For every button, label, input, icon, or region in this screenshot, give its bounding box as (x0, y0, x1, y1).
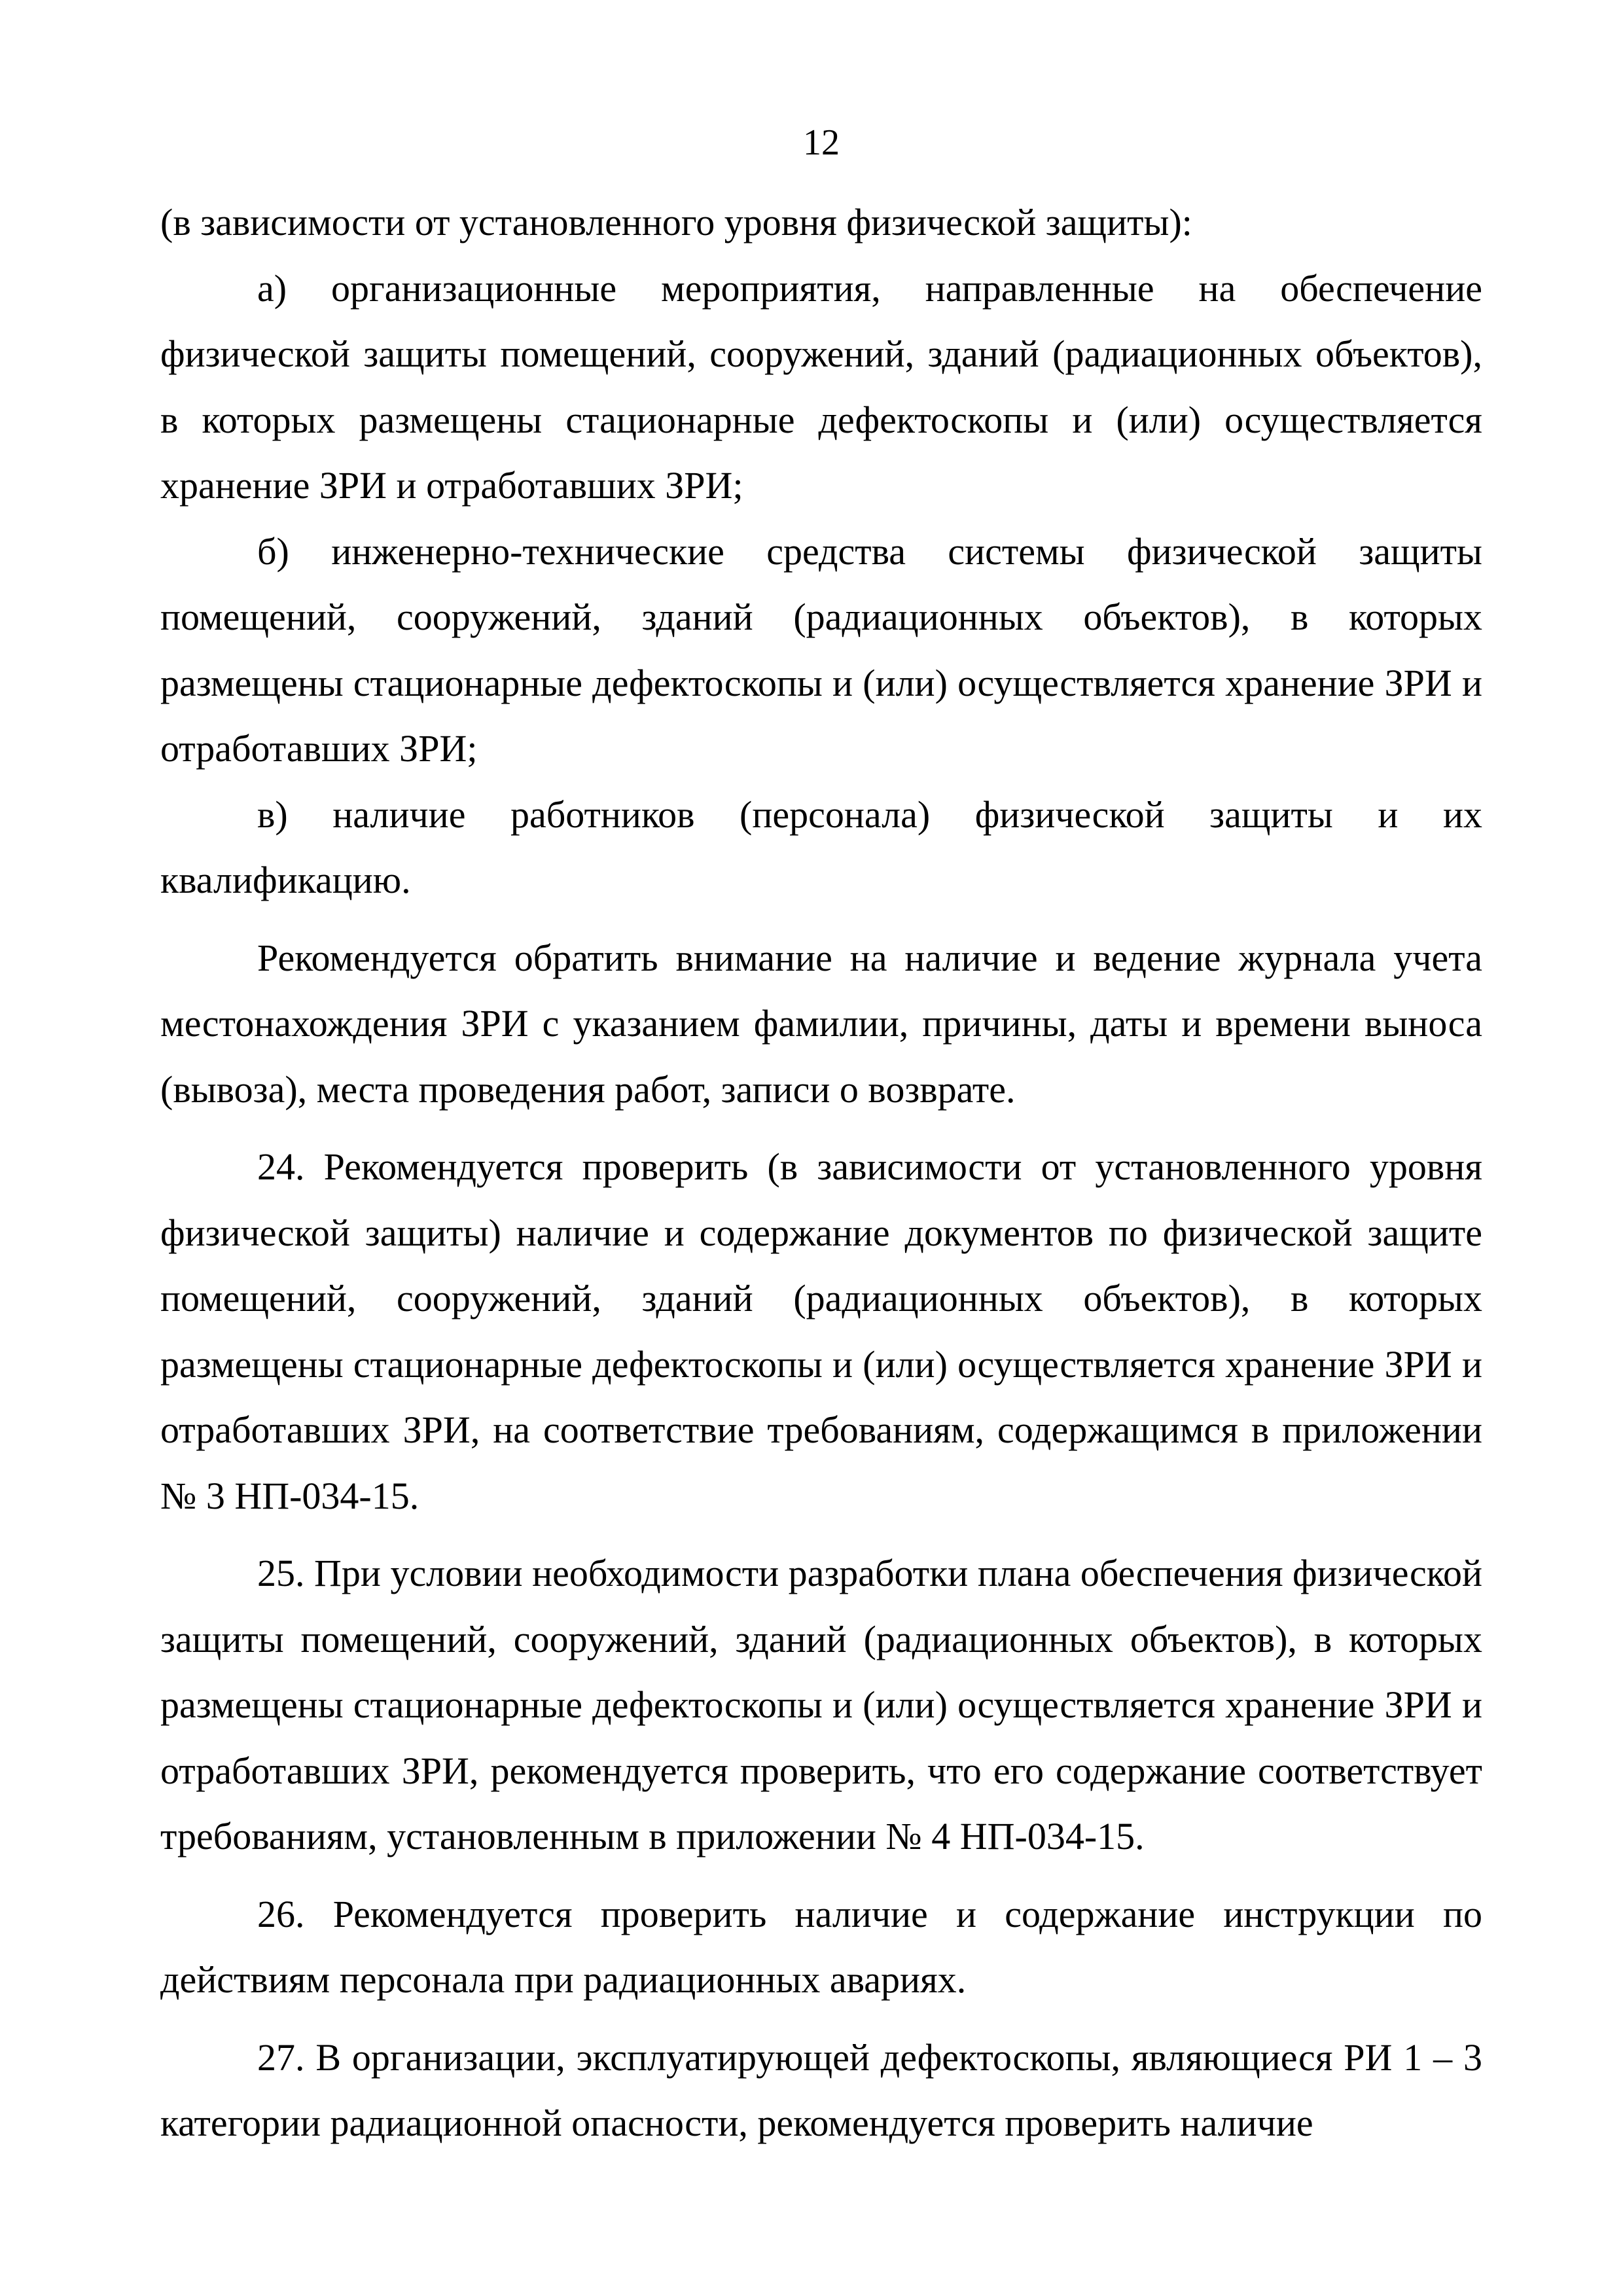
paragraph-item-a: а) организационные мероприятия, направленные на обеспечение физической защиты помещений, сооружений, зданий (радиационных объектов), в которых размещены стационарные дефектоскопы и (или) осуществляется хранение ЗРИ и отработавших ЗРИ; (160, 266, 1482, 507)
paragraph-continuation: (в зависимости от установленного уровня физической защиты): (160, 201, 1192, 243)
paragraph-25: 25. При условии необходимости разработки плана обеспечения физической защиты помещений, сооружений, зданий (радиационных объектов), в которых размещены стационарные дефектоскопы и (или) осуществляется хранение ЗРИ и отработавших ЗРИ, рекомендуется проверить, что его содержание соответствует требованиям, установленным в приложении № 4 НП-034-15. (160, 1552, 1482, 1857)
paragraph-26: 26. Рекомендуется проверить наличие и содержание инструкции по действиям персонала при радиационных авариях. (160, 1892, 1482, 2001)
paragraph-27: 27. В организации, эксплуатирующей дефектоскопы, являющиеся РИ 1 – 3 категории радиационной опасности, рекомендуется проверить наличие (160, 2036, 1482, 2144)
paragraph-item-v: в) наличие работников (персонала) физической защиты и их квалификацию. (160, 793, 1482, 901)
paragraph-24: 24. Рекомендуется проверить (в зависимости от установленного уровня физической защиты) наличие и содержание документов по физической защите помещений, сооружений, зданий (радиационных объектов), в которых размещены стационарные дефектоскопы и (или) осуществляется хранение ЗРИ и отработавших ЗРИ, на соответствие требованиям, содержащимся в приложении № 3 НП-034-15. (160, 1145, 1482, 1517)
paragraph-item-b: б) инженерно-технические средства системы физической защиты помещений, сооружений, зданий (радиационных объектов), в которых размещены стационарные дефектоскопы и (или) осуществляется хранение ЗРИ и отработавших ЗРИ; (160, 529, 1482, 770)
paragraph-journal-recommendation: Рекомендуется обратить внимание на наличие и ведение журнала учета местонахождения ЗРИ с указанием фамилии, причины, даты и времени выноса (вывоза), места проведения работ, записи о возврате. (160, 936, 1482, 1111)
document-body (160, 190, 1482, 2157)
page-number: 12 (803, 122, 840, 163)
